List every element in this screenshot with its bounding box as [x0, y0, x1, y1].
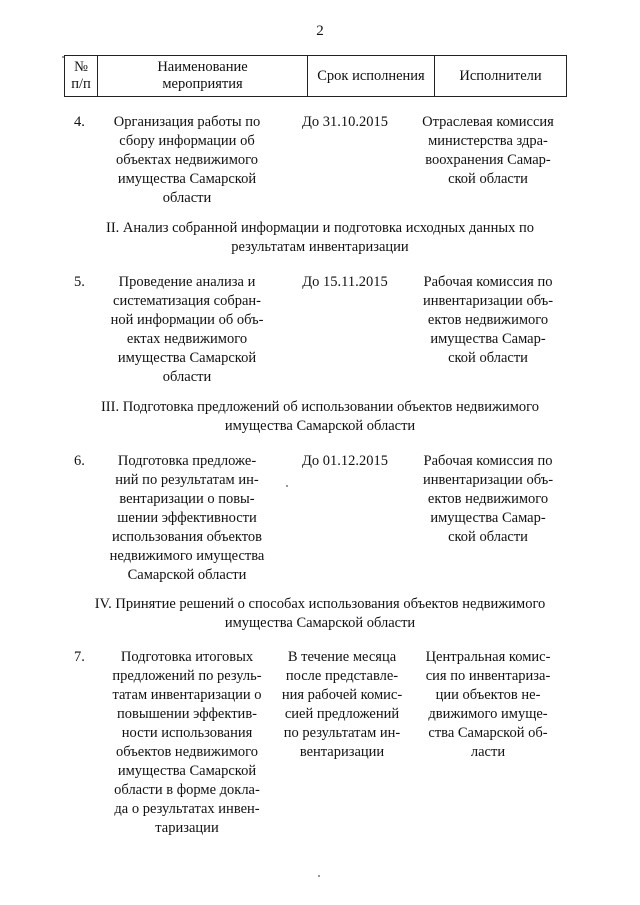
header-deadline: Срок исполнения: [308, 56, 435, 97]
scan-speck: [62, 56, 64, 58]
row-name: Подготовка предложе- ний по результатам ин- вентаризации о повы- шении эффективности использования объектов недвижимого имущества Самарской области: [109, 453, 265, 583]
row-number: 5.: [74, 274, 85, 290]
row-deadline: До 01.12.2015: [301, 453, 389, 469]
header-executors: Исполнители: [435, 56, 567, 97]
scan-speck: [318, 875, 320, 877]
section-title: III. Подготовка предложений об использовании объектов недвижимого имущества Самарской области: [100, 399, 540, 434]
row-name: Подготовка итоговых предложений по резуль- татам инвентаризации о повышении эффектив- ности использования объектов недвижимого имущества Самарской области в форме докла- да о результатах инвен- таризации: [112, 649, 262, 836]
row-executors: Рабочая комиссия по инвентаризации объ- ектов недвижимого имущества Самар- ской области: [422, 453, 554, 545]
row-name: Организация работы по сбору информации об объектах недвижимого имущества Самарской области: [113, 114, 261, 206]
row-executors: Отраслевая комиссия министерства здра- воохранения Самар- ской области: [422, 114, 554, 187]
row-deadline: До 15.11.2015: [302, 274, 388, 290]
row-number: 6.: [74, 453, 85, 469]
header-name: Наименование мероприятия: [98, 56, 308, 97]
section-title: II. Анализ собранной информации и подготовка исходных данных по результатам инвентаризации: [106, 220, 534, 255]
page-number: 2: [316, 23, 324, 39]
row-deadline: В течение месяца после представле- ния рабочей комис- сией предложений по результатам ин- вентаризации: [281, 649, 403, 760]
row-number: 7.: [74, 649, 85, 665]
header-number: № п/п: [65, 56, 98, 97]
scan-speck: [286, 485, 288, 487]
row-executors: Рабочая комиссия по инвентаризации объ- ектов недвижимого имущества Самар- ской области: [422, 274, 554, 366]
table-header: [64, 55, 567, 97]
row-executors: Центральная комис- сия по инвентариза- ции объектов не- движимого имуще- ства Самарской об- ласти: [425, 649, 551, 760]
row-name: Проведение анализа и систематизация собран- ной информации об объ- ектах недвижимого имущества Самарской области: [110, 274, 264, 385]
row-number: 4.: [74, 114, 85, 130]
section-title: IV. Принятие решений о способах использования объектов недвижимого имущества Самарской области: [94, 596, 546, 631]
row-deadline: До 31.10.2015: [301, 114, 389, 130]
